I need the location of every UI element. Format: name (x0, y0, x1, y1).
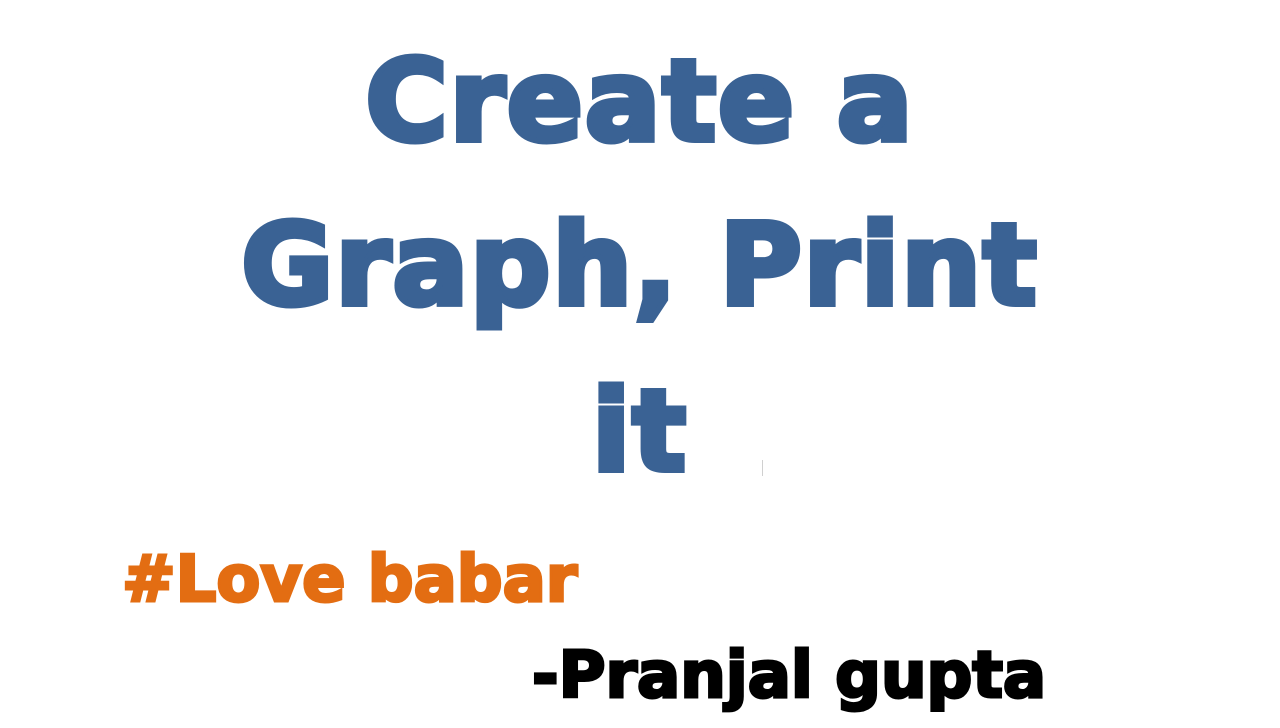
title-line-2: Graph, Print (241, 201, 1039, 331)
hashtag-text: #Love babar (122, 543, 578, 617)
text-cursor-icon (762, 460, 763, 476)
author-signature: -Pranjal gupta (532, 639, 1047, 713)
title-line-3: it (592, 367, 688, 497)
title-line-1: Create a (365, 37, 915, 167)
